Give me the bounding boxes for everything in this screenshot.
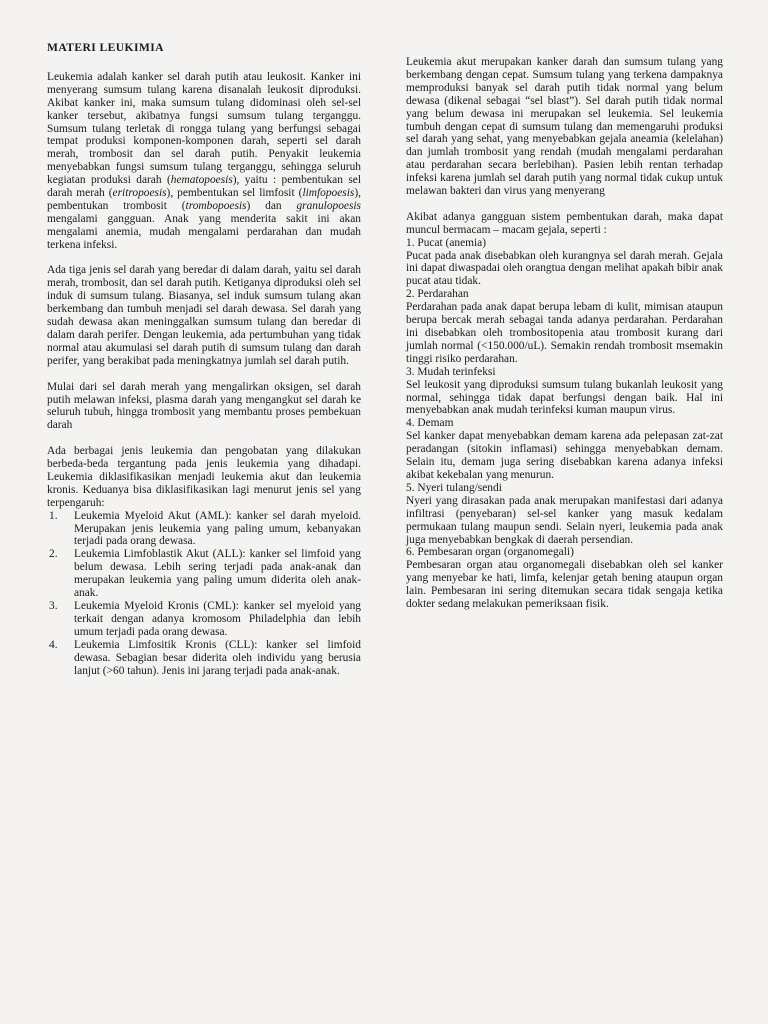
list-text: Leukemia Limfositik Kronis (CLL): kanker sel limfoid dewasa. Sebagian besar diderita oleh individu yang berusia lanjut (>60 tahun). Jenis ini jarang terjadi pada anak-anak. — [74, 638, 361, 677]
list-item — [47, 600, 361, 639]
list-text: Leukemia Myeloid Kronis (CML): kanker sel myeloid yang terkait dengan adanya kromosom Philadelphia dan lebih umum terjadi pada orang dewasa. — [74, 600, 361, 638]
symptom-heading: 3. Mudah terinfeksi — [406, 365, 496, 378]
list-number: 3. — [49, 600, 58, 613]
list-item — [47, 510, 361, 549]
document-title: MATERI LEUKIMIA — [47, 41, 164, 54]
text-run: ) dan — [246, 199, 297, 212]
symptom-item — [406, 546, 723, 611]
leukemia-type-list — [47, 510, 361, 678]
symptom-item — [406, 366, 723, 418]
symptom-item — [406, 482, 723, 547]
left-column — [47, 42, 361, 677]
term-italic: granulopoesis — [296, 199, 361, 212]
list-text: Leukemia Myeloid Akut (AML): kanker sel darah myeloid. Merupakan jenis leukemia yang paling umum, kebanyakan terjadi pada orang dewasa. — [74, 509, 361, 548]
symptom-heading: 1. Pucat (anemia) — [406, 236, 487, 249]
symptom-text: Sel leukosit yang diproduksi sumsum tulang bukanlah leukosit yang normal, sehingga tidak dapat berfungsi dengan baik. Hal ini menyebabkan anak mudah terinfeksi kuman maupun virus. — [406, 378, 723, 417]
list-number: 4. — [49, 638, 58, 651]
paragraph-acute-leukemia: Leukemia akut merupakan kanker darah dan sumsum tulang yang berkembang dengan cepat. Sumsum tulang yang terkena dampaknya memproduksi banyak sel darah putih tidak normal yang belum dewasa (dikenal sebagai “sel blast”). Sel darah putih tidak normal yang belum dewasa ini merupakan sel leukemia. Sel leukemia tumbuh dengan cepat di sumsum tulang dan memengaruhi produksi sel darah yang sehat, yang menyebabkan gejala aneamia (kelelahan) dan jumlah trombosit yang rendah (mudah mengalami perdarahan atau perdarahan secara berlebihan). Pasien lebih rentan terhadap infeksi karena jumlah sel darah putih yang normal tidak cukup untuk melawan bakteri dan virus yang menyerang — [406, 56, 723, 198]
symptom-item — [406, 237, 723, 289]
symptom-text: Nyeri yang dirasakan pada anak merupakan manifestasi dari adanya infiltrasi (penyebaran) sel-sel kanker yang masuk kedalam permukaan tulang maupun sendi. Selain nyeri, leukemia pada anak juga menyebabkan bengkak di daerah persendian. — [406, 494, 723, 546]
symptom-text: Sel kanker dapat menyebabkan demam karena ada pelepasan zat-zat peradangan (sitokin inflamasi) sehingga menyebabkan demam. Selain itu, demam juga sering disebabkan karena adanya infeksi akibat kekebalan yang menurun. — [406, 430, 723, 481]
term-italic: hematopoesis — [170, 174, 233, 187]
text-run: mengalami gangguan. Anak yang menderita sakit ini akan mengalami anemia, mudah mengalami perdarahan dan mudah terkena infeksi. — [47, 212, 361, 251]
list-number: 1. — [49, 509, 58, 522]
right-column — [406, 56, 723, 611]
symptom-heading: 6. Pembesaran organ (organomegali) — [406, 546, 574, 559]
text-run: ), yaitu : pembentukan sel darah merah ( — [47, 174, 361, 200]
symptom-heading: 2. Perdarahan — [406, 288, 469, 301]
paragraph-leukemia-definition — [47, 71, 361, 252]
list-text: Leukemia Limfoblastik Akut (ALL): kanker sel limfoid yang belum dewasa. Lebih sering terjadi pada anak-anak dan merupakan leukemia yang paling umum diderita oleh anak-anak. — [74, 548, 361, 600]
list-item — [47, 548, 361, 600]
text-run: ), pembentukan sel limfosit ( — [166, 187, 303, 200]
paragraph-blood-cell-types: Ada tiga jenis sel darah yang beredar di dalam darah, yaitu sel darah merah, trombosit, dan sel darah putih. Ketiganya diproduksi oleh sel induk di sumsum tulang. Biasanya, sel induk sumsum tulang akan berkembang dan tumbuh menjadi sel darah dewasa. Sel darah yang sudah dewasa akan meninggalkan sumsum tulang dan beredar di dalam darah perifer. Dengan leukemia, ada pertumbuhan yang tidak normal atau akumulasi sel darah putih di sumsum tulang dan darah perifer, yang berakibat pada meningkatnya jumlah sel darah putih. — [47, 264, 361, 367]
list-item — [47, 639, 361, 678]
symptom-heading: 5. Nyeri tulang/sendi — [406, 481, 502, 494]
list-number: 2. — [49, 548, 58, 561]
symptom-text: Perdarahan pada anak dapat berupa lebam di kulit, mimisan ataupun berupa bercak merah sebagai tanda adanya perdarahan. Perdarahan ini disebabkan oleh trombositopenia atau trombosit kurang dari jumlah normal (<150.000/uL). Semakin rendah trombosit msemakin tinggi risiko perdarahan. — [406, 301, 723, 365]
text-run: Leukemia adalah kanker sel darah putih atau leukosit. Kanker ini menyerang sumsum tulang karena disanalah leukosit diproduksi. Akibat kanker ini, maka sumsum tulang didominasi oleh sel-sel kanker tersebut, akibatnya fungsi sumsum tulang terganggu. Sumsum tulang terletak di rongga tulang yang berfungsi sebagai tempat produksi komponen-komponen darah, seperti sel darah merah, trombosit dan sel darah putih. Penyakit leukemia menyebabkan fungsi sumsum tulang terganggu, sehingga seluruh kegiatan produksi darah ( — [47, 70, 361, 187]
symptom-item — [406, 288, 723, 365]
symptom-text: Pucat pada anak disebabkan oleh kurangnya sel darah merah. Gejala ini dapat diwaspadai oleh orangtua dengan melihat apakah bibir anak pucat atau tidak. — [406, 249, 723, 288]
symptom-item — [406, 417, 723, 482]
term-italic: eritropoesis — [112, 187, 167, 200]
paragraph-blood-functions: Mulai dari sel darah merah yang mengalirkan oksigen, sel darah putih melawan infeksi, plasma darah yang mengangkut sel darah ke seluruh tubuh, hingga trombosit yang membantu proses pembekuan darah — [47, 380, 361, 432]
term-italic: trombopoesis — [185, 199, 247, 212]
term-italic: limfopoesis — [302, 187, 355, 200]
paragraph-leukemia-classification: Ada berbagai jenis leukemia dan pengobatan yang dilakukan berbeda-beda tergantung pada jenis leukemia yang dihadapi. Leukemia diklasifikasikan menjadi leukemia akut dan leukemia kronis. Keduanya bisa diklasifikasikan lagi menurut jenis sel yang terpengaruh: — [47, 445, 361, 509]
text-run: ), pembentukan trombosit ( — [47, 187, 361, 212]
symptom-heading: 4. Demam — [406, 417, 454, 430]
paragraph-symptoms-intro: Akibat adanya gangguan sistem pembentukan darah, maka dapat muncul bermacam – macam gejala, seperti : — [406, 210, 723, 236]
symptom-text: Pembesaran organ atau organomegali disebabkan oleh sel kanker yang menyebar ke hati, limfa, kelenjar getah bening ataupun organ lain. Pembesaran ini sering ditemukan secara tidak sengaja ketika dokter sedang melakukan pemeriksaan fisik. — [406, 559, 723, 611]
